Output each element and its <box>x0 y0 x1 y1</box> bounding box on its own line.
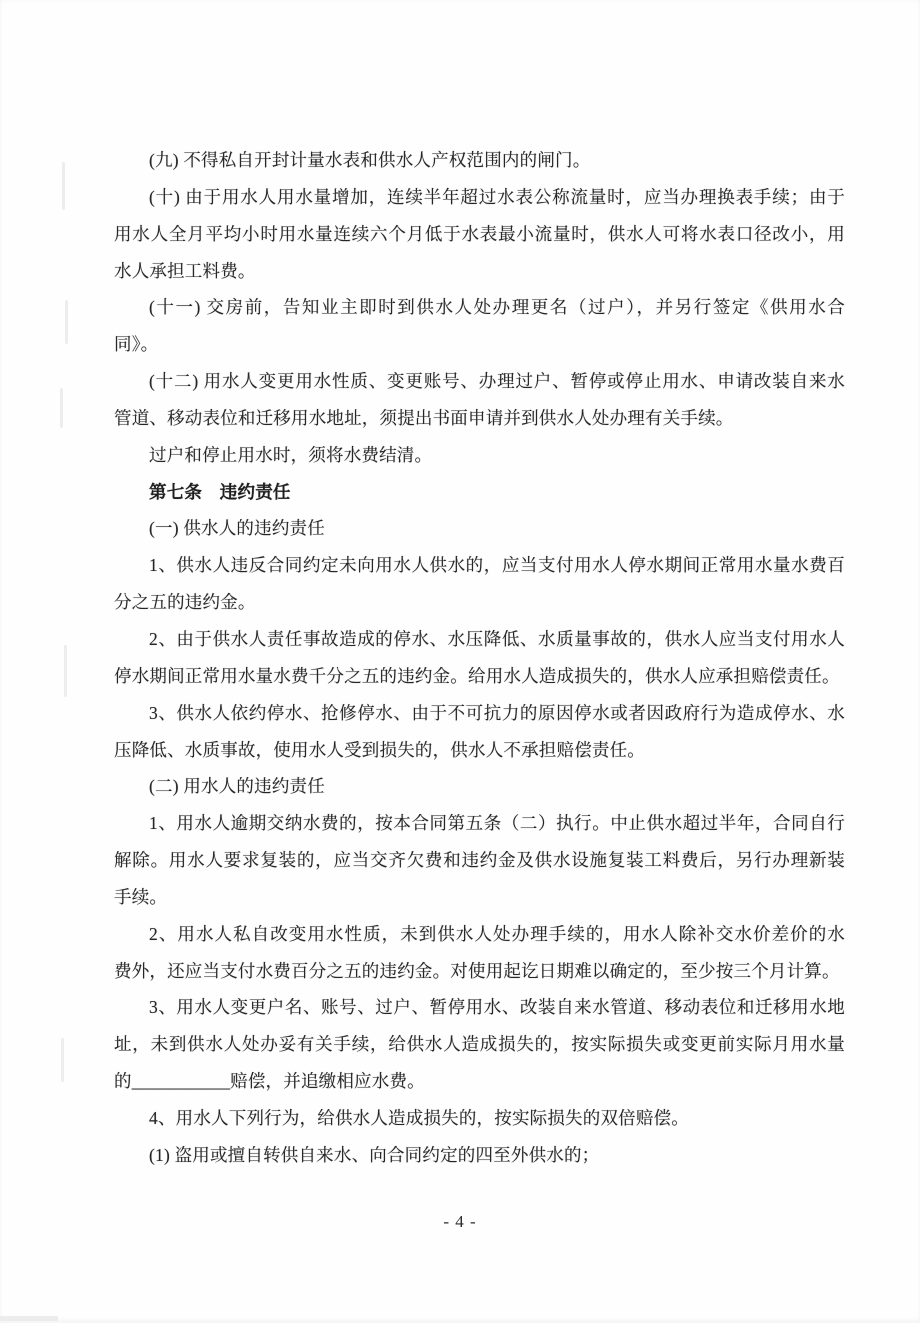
text-line: 解除。用水人要求复装的，应当交齐欠费和违约金及供水设施复装工料费后，另行办理新装 <box>114 850 845 871</box>
text-line: 手续。 <box>114 886 168 907</box>
text-line: 用水人全月平均小时用水量连续六个月低于水表最小流量时，供水人可将水表口径改小，用 <box>114 223 845 244</box>
text-line: 压降低、水质事故，使用水人受到损失的，供水人不承担赔偿责任。 <box>114 739 645 760</box>
text-line: (一) 供水人的违约责任 <box>149 518 325 539</box>
scan-artifact <box>64 645 67 697</box>
text-line: 分之五的违约金。 <box>114 592 256 613</box>
text-line: 3、用水人变更户名、账号、过户、暂停用水、改装自来水管道、移动表位和迁移用水地 <box>149 997 845 1018</box>
text-line: 的___________赔偿，并追缴相应水费。 <box>114 1071 425 1092</box>
text-line: (二) 用水人的违约责任 <box>149 776 325 797</box>
text-line: 1、用水人逾期交纳水费的，按本合同第五条（二）执行。中止供水超过半年，合同自行 <box>149 813 845 834</box>
text-line: (十) 由于用水人用水量增加，连续半年超过水表公称流量时，应当办理换表手续；由于 <box>149 186 845 207</box>
scan-edge-smudge <box>0 1316 58 1321</box>
text-line: (1) 盗用或擅自转供自来水、向合同约定的四至外供水的； <box>149 1144 600 1165</box>
text-line: 过户和停止用水时，须将水费结清。 <box>149 444 433 465</box>
text-line: (九) 不得私自开封计量水表和供水人产权范围内的闸门。 <box>149 150 591 170</box>
text-line: 费外，还应当支付水费百分之五的违约金。对使用起讫日期难以确定的，至少按三个月计算。 <box>114 960 840 981</box>
text-line: 水人承担工料费。 <box>114 260 256 281</box>
text-line: 4、用水人下列行为，给供水人造成损失的，按实际损失的双倍赔偿。 <box>149 1107 689 1128</box>
text-line: 同》。 <box>114 334 159 355</box>
text-line: 1、供水人违反合同约定未向用水人供水的，应当支付用水人停水期间正常用水量水费百 <box>149 555 845 576</box>
text-line: (十二) 用水人变更用水性质、变更账号、办理过户、暂停或停止用水、申请改装自来水 <box>149 371 845 392</box>
text-line: 管道、移动表位和迁移用水地址，须提出书面申请并到供水人处办理有关手续。 <box>114 407 734 428</box>
text-line: 停水期间正常用水量水费千分之五的违约金。给用水人造成损失的，供水人应承担赔偿责任。 <box>114 665 840 686</box>
text-line: (十一) 交房前，告知业主即时到供水人处办理更名（过户），并另行签定《供用水合 <box>149 297 845 318</box>
scan-artifact <box>65 300 68 344</box>
scan-artifact <box>62 162 65 210</box>
document-body <box>114 142 845 1174</box>
text-line: 2、用水人私自改变用水性质，未到供水人处办理手续的，用水人除补交水价差价的水 <box>149 923 845 944</box>
page-number: - 4 - <box>443 1212 477 1231</box>
scan-artifact <box>61 1038 64 1082</box>
section-heading: 第七条 违约责任 <box>149 481 291 502</box>
scan-artifact <box>60 388 63 428</box>
text-line: 址，未到供水人处办妥有关手续，给供水人造成损失的，按实际损失或变更前实际月用水量 <box>114 1034 845 1055</box>
text-line: 2、由于供水人责任事故造成的停水、水压降低、水质量事故的，供水人应当支付用水人 <box>149 628 845 649</box>
text-line: 3、供水人依约停水、抢修停水、由于不可抗力的原因停水或者因政府行为造成停水、水 <box>149 702 845 723</box>
